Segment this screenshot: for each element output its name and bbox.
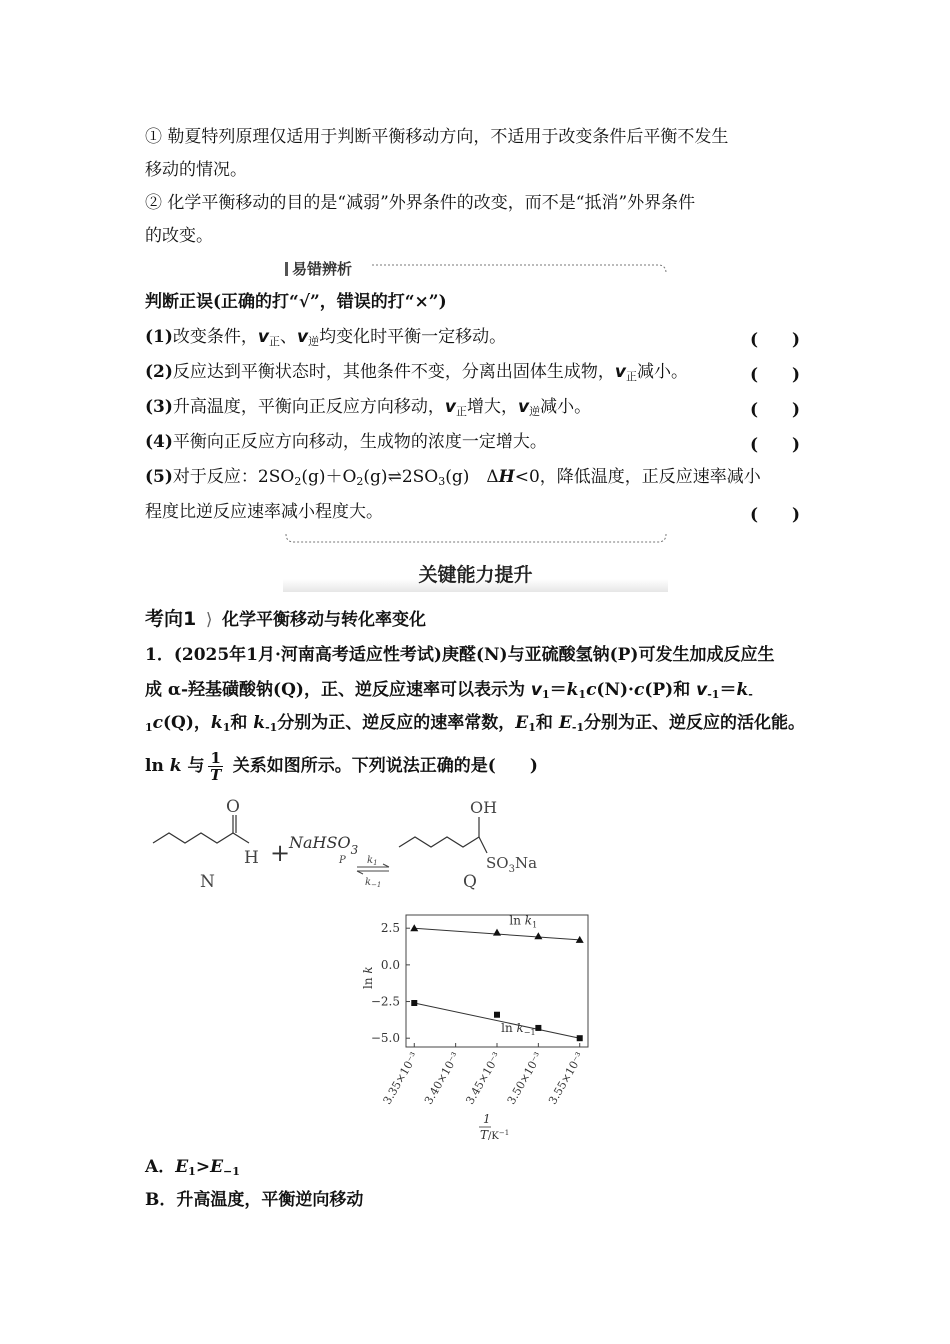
brace-icon: ⟩ bbox=[205, 610, 213, 630]
y-axis-label: ln k bbox=[361, 966, 375, 989]
reaction-scheme bbox=[145, 795, 565, 895]
item-text: 升高温度，平衡向正反应方向移动， bbox=[172, 397, 445, 417]
item-text: 均变化时平衡一定移动。 bbox=[319, 327, 507, 347]
subscript: 1 bbox=[541, 688, 550, 701]
subscript: 3 bbox=[438, 475, 446, 488]
triangle-point bbox=[534, 932, 542, 939]
note-2-line-1: ② 化学平衡移动的目的是“减弱”外界条件的改变，而不是“抵消”外界条件 bbox=[145, 193, 696, 213]
q-text: 关系如图所示。下列说法正确的是( ) bbox=[226, 756, 538, 776]
judge-item-1 bbox=[145, 325, 506, 354]
subscript: 2 bbox=[356, 475, 364, 488]
subscript: 1 bbox=[145, 721, 153, 734]
answer-blank-1[interactable]: ( ) bbox=[750, 330, 801, 350]
sulfonate-subscript: 3 bbox=[508, 864, 515, 875]
e-symbol: E bbox=[175, 1157, 189, 1177]
note-1-line-2: 移动的情况。 bbox=[145, 160, 247, 180]
k1-subscript: 1 bbox=[373, 859, 378, 867]
compound-P-label: P bbox=[339, 855, 346, 866]
error-analysis-banner bbox=[285, 258, 352, 279]
q-text: ln bbox=[145, 756, 170, 776]
v-symbol: v bbox=[696, 680, 708, 700]
subscript: 逆 bbox=[529, 405, 541, 418]
subscript: -1 bbox=[265, 721, 278, 734]
x-axis-label bbox=[479, 1112, 509, 1142]
q-text: (P)和 bbox=[644, 680, 697, 700]
hydroxyl-label: OH bbox=[470, 798, 498, 817]
item-text: (g)⇌2SO bbox=[363, 467, 439, 487]
separator: 、 bbox=[280, 327, 298, 347]
item-text: 减小。 bbox=[540, 397, 592, 417]
item-number: (3) bbox=[145, 397, 173, 417]
item-number: (5) bbox=[145, 467, 173, 487]
triangle-point bbox=[493, 929, 501, 936]
heptanal-chain bbox=[153, 833, 249, 843]
k-symbol: k bbox=[736, 680, 749, 700]
answer-blank-4[interactable]: ( ) bbox=[750, 435, 801, 455]
k-1-subscript: −1 bbox=[371, 881, 382, 889]
q-text: (N)· bbox=[596, 680, 634, 700]
judge-title: 判断正误(正确的打“√”，错误的打“×”) bbox=[145, 292, 447, 312]
reagent-label bbox=[288, 833, 359, 857]
subscript: 1 bbox=[188, 1165, 196, 1178]
q1-line-1: 1．(2025年1月·河南高考适应性考试)庚醛(N)与亚硫酸氢钠(P)可发生加成反应生 bbox=[145, 645, 775, 665]
square-point bbox=[494, 1012, 500, 1018]
e-symbol: E bbox=[558, 713, 572, 733]
k-symbol: k bbox=[253, 713, 266, 733]
judge-item-2 bbox=[145, 360, 688, 389]
subscript: 1 bbox=[528, 721, 536, 734]
q-text: 和 bbox=[535, 713, 559, 733]
c-symbol: c bbox=[633, 680, 645, 700]
sodium-label: Na bbox=[514, 854, 538, 872]
compound-Q-label: Q bbox=[463, 872, 477, 892]
banner-text: 易错辨析 bbox=[292, 260, 353, 278]
sulfonate-bond bbox=[479, 837, 487, 853]
x-tick-label: 3.40×10⁻³ bbox=[422, 1050, 463, 1107]
subscript: 正 bbox=[456, 405, 468, 418]
q-text: ＝ bbox=[549, 680, 567, 700]
chart-marks bbox=[371, 914, 586, 1107]
sulfonate-label bbox=[486, 854, 537, 875]
compound-N-label: N bbox=[200, 872, 215, 892]
v-symbol: v bbox=[297, 327, 309, 347]
c-symbol: c bbox=[586, 680, 597, 700]
judge-item-5-line-2: 程度比逆反应速率减小程度大。 bbox=[145, 502, 383, 522]
greater-than: > bbox=[195, 1157, 211, 1177]
subscript: −1 bbox=[223, 1165, 240, 1178]
c-symbol: c bbox=[152, 713, 164, 733]
kaoxiang-title: 化学平衡移动与转化率变化 bbox=[222, 610, 427, 630]
series-label-1: $\ln k_1$ bbox=[509, 913, 538, 930]
reagent-formula: NaHSO bbox=[289, 833, 351, 852]
answer-blank-5[interactable]: ( ) bbox=[750, 505, 801, 525]
answer-blank-2[interactable]: ( ) bbox=[750, 365, 801, 385]
square-point bbox=[577, 1035, 583, 1041]
enthalpy-symbol: H bbox=[498, 467, 515, 487]
x-label-numerator: 1 bbox=[483, 1112, 491, 1126]
fraction-1-over-T bbox=[208, 750, 222, 783]
k1-label bbox=[367, 855, 378, 867]
square-point bbox=[535, 1025, 541, 1031]
kaoxiang-label: 考向1 bbox=[145, 608, 197, 630]
subscript: -1 bbox=[707, 688, 720, 701]
answer-blank-3[interactable]: ( ) bbox=[750, 400, 801, 420]
fraction-denominator: T bbox=[210, 766, 222, 784]
y-tick-label: −2.5 bbox=[370, 994, 400, 1009]
q-text: 和 bbox=[230, 713, 254, 733]
plus-sign: + bbox=[270, 839, 291, 867]
item-text: (g) Δ bbox=[445, 467, 499, 487]
fraction-numerator: 1 bbox=[210, 749, 221, 767]
note-1-line-1: ① 勒夏特列原理仅适用于判断平衡移动方向，不适用于改变条件后平衡不发生 bbox=[145, 127, 729, 147]
v-symbol: v bbox=[518, 397, 530, 417]
item-text: (g)＋O bbox=[301, 467, 357, 487]
subscript: 逆 bbox=[308, 335, 320, 348]
item-text: 减小。 bbox=[637, 362, 689, 382]
subscript: 2 bbox=[294, 475, 302, 488]
square-point bbox=[411, 1000, 417, 1006]
subscript: - bbox=[748, 688, 753, 701]
q1-line-2 bbox=[145, 678, 753, 707]
series-label-2: $\ln k_{-1}$ bbox=[501, 1020, 536, 1037]
v-symbol: v bbox=[444, 397, 457, 417]
judge-item-3 bbox=[145, 395, 591, 424]
e-symbol: E bbox=[515, 713, 529, 733]
k-1-label bbox=[365, 877, 381, 889]
k-symbol: k bbox=[566, 680, 579, 700]
q-text: 与 bbox=[181, 756, 205, 776]
y-tick-label: 0.0 bbox=[380, 957, 400, 972]
subscript: 1 bbox=[222, 721, 231, 734]
option-A[interactable] bbox=[145, 1155, 240, 1184]
v-symbol: v bbox=[257, 327, 270, 347]
item-text: 增大， bbox=[467, 397, 519, 417]
k1-letter: k bbox=[367, 855, 374, 866]
subscript: 正 bbox=[269, 335, 281, 348]
v-symbol: v bbox=[530, 680, 542, 700]
item-text: 平衡向正反应方向移动，生成物的浓度一定增大。 bbox=[172, 432, 547, 452]
oxygen-label: O bbox=[226, 797, 240, 817]
item-text: 对于反应：2SO bbox=[172, 467, 295, 487]
k-1-letter: k bbox=[365, 877, 372, 888]
q1-line-3 bbox=[145, 711, 805, 740]
subscript: 正 bbox=[626, 370, 638, 383]
note-2-line-2: 的改变。 bbox=[145, 226, 213, 246]
subscript: 1 bbox=[578, 688, 587, 701]
q-text: (Q)， bbox=[163, 713, 211, 733]
q-text: 分别为正、逆反应的速率常数， bbox=[277, 713, 516, 733]
section-header: 关键能力提升 bbox=[283, 560, 668, 592]
ln-k-chart bbox=[360, 910, 600, 1150]
item-text: 改变条件， bbox=[172, 327, 258, 347]
kaoxiang-header bbox=[145, 604, 426, 631]
item-number: (1) bbox=[145, 327, 173, 347]
item-number: (2) bbox=[145, 362, 173, 382]
x-tick-label: 3.50×10⁻³ bbox=[504, 1050, 545, 1107]
q-text: ＝ bbox=[719, 680, 737, 700]
option-A-label: A． bbox=[145, 1157, 176, 1177]
product-chain bbox=[399, 837, 479, 847]
y-tick-label: 2.5 bbox=[380, 921, 400, 936]
item-number: (4) bbox=[145, 432, 173, 452]
option-B[interactable]: B．升高温度，平衡逆向移动 bbox=[145, 1190, 364, 1210]
y-tick-label: −5.0 bbox=[370, 1031, 400, 1046]
q-text: 成 α-羟基磺酸钠(Q)，正、逆反应速率可以表示为 bbox=[145, 680, 531, 700]
hydrogen-label: H bbox=[244, 848, 259, 868]
k-symbol: k bbox=[169, 756, 182, 776]
item-text: 反应达到平衡状态时，其他条件不变，分离出固体生成物， bbox=[172, 362, 615, 382]
x-tick-label: 3.45×10⁻³ bbox=[463, 1050, 504, 1107]
judge-item-5 bbox=[145, 465, 761, 494]
sulfonate-formula: SO bbox=[486, 854, 509, 872]
triangle-point bbox=[410, 924, 418, 931]
e-symbol: E bbox=[210, 1157, 224, 1177]
v-symbol: v bbox=[614, 362, 627, 382]
series-line-2 bbox=[414, 1003, 579, 1038]
item-text: <0，降低温度，正反应速率减小 bbox=[514, 467, 761, 487]
reagent-subscript: 3 bbox=[350, 843, 359, 857]
q1-line-4 bbox=[145, 748, 538, 784]
judge-item-4 bbox=[145, 430, 547, 454]
x-tick-label: 3.35×10⁻³ bbox=[380, 1050, 421, 1107]
q-text: 分别为正、逆反应的活化能。 bbox=[584, 713, 806, 733]
k-symbol: k bbox=[210, 713, 223, 733]
subscript: -1 bbox=[571, 721, 585, 734]
x-label-denominator: $T/K^{-1}$ bbox=[480, 1128, 510, 1142]
banner-bar-icon bbox=[285, 262, 288, 276]
x-tick-label: 3.55×10⁻³ bbox=[546, 1050, 587, 1107]
